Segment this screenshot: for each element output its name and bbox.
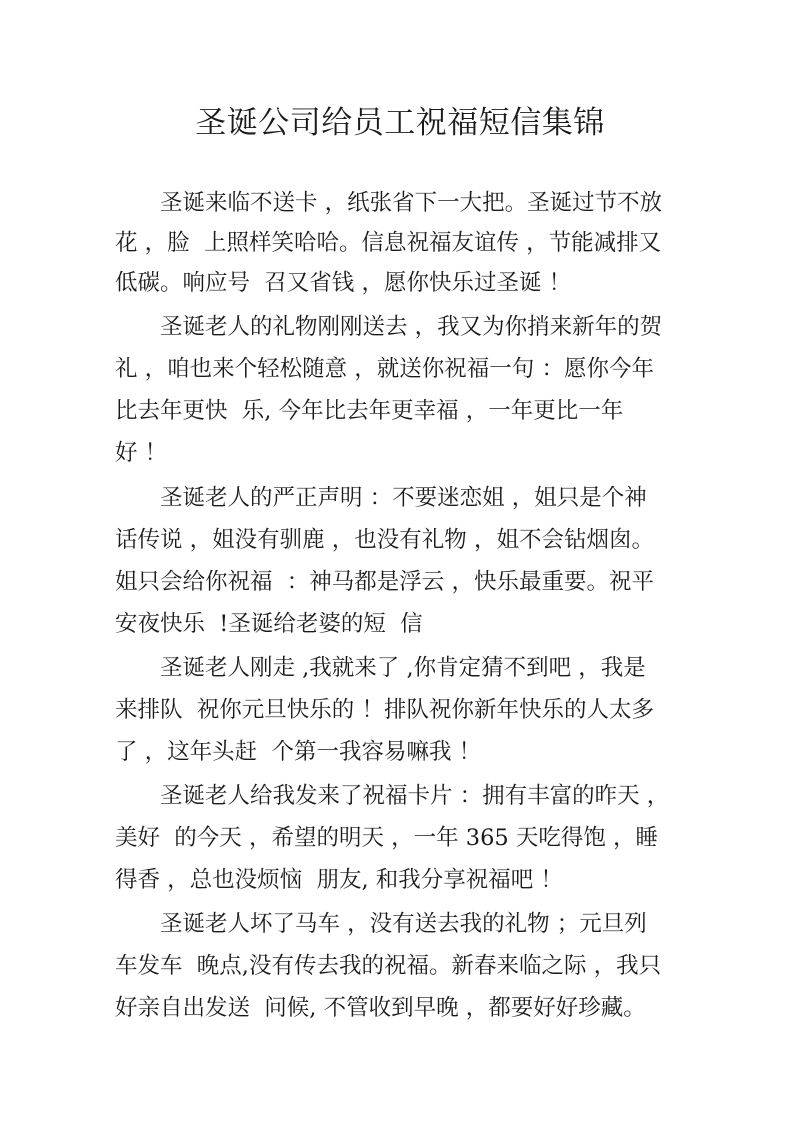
paragraph-line: 好 ！ bbox=[115, 440, 168, 466]
paragraph-line: 安夜快乐 !圣诞给老婆的短 信 bbox=[115, 611, 423, 637]
paragraph-line: 礼 ，咱也来个轻松随意 ，就送你祝福一句 ：愿你今年 bbox=[115, 356, 654, 382]
paragraph-line: 圣诞老人给我发来了祝福卡片 ：拥有丰富的昨天 ， bbox=[160, 783, 670, 809]
paragraph-line: 圣诞老人刚走 ,我就来了 ,你肯定猜不到吧 ，我是 bbox=[160, 655, 646, 681]
paragraph-line: 车发车 晚点,没有传去我的祝福。新春来临之际 ，我只 bbox=[115, 953, 662, 979]
paragraph-line: 来排队 祝你元旦快乐的 ！排队祝你新年快乐的人太多 bbox=[115, 697, 654, 723]
paragraph-line: 美好 的今天 ，希望的明天 ，一年 365 天吃得饱 ，睡 bbox=[115, 825, 659, 851]
paragraph-line: 姐只会给你祝福 ：神马都是浮云 ，快乐最重要。祝平 bbox=[115, 569, 654, 595]
paragraph-line: 低碳。响应号 召又省钱 ，愿你快乐过圣诞 ！ bbox=[115, 270, 572, 296]
document-title: 圣诞公司给员工祝福短信集锦 bbox=[195, 105, 605, 141]
paragraph-line: 得香 ，总也没烦恼 朋友, 和我分享祝福吧 ！ bbox=[115, 867, 563, 893]
paragraph-line: 圣诞来临不送卡 ，纸张省下一大把。圣诞过节不放 bbox=[160, 190, 663, 216]
paragraph-line: 话传说 ，姐没有驯鹿 ，也没有礼物 ，姐不会钻烟囱。 bbox=[115, 527, 654, 553]
paragraph-line: 好亲自出发送 问候, 不管收到早晚 ，都要好好珍藏。 bbox=[115, 995, 646, 1021]
paragraph-line: 圣诞老人的礼物刚刚送去 ，我又为你捎来新年的贺 bbox=[160, 314, 663, 340]
paragraph-line: 圣诞老人坏了马车 ，没有送去我的礼物 ；元旦列 bbox=[160, 911, 647, 937]
paragraph-line: 花 ，脸 上照样笑哈哈。信息祝福友谊传 ，节能减排又 bbox=[115, 230, 662, 256]
paragraph-line: 比去年更快 乐, 今年比去年更幸福 ，一年更比一年 bbox=[115, 398, 624, 424]
paragraph-line: 了 ，这年头赶 个第一我容易嘛我 ！ bbox=[115, 739, 482, 765]
paragraph-line: 圣诞老人的严正声明 ：不要迷恋姐 ，姐只是个神 bbox=[160, 485, 647, 511]
